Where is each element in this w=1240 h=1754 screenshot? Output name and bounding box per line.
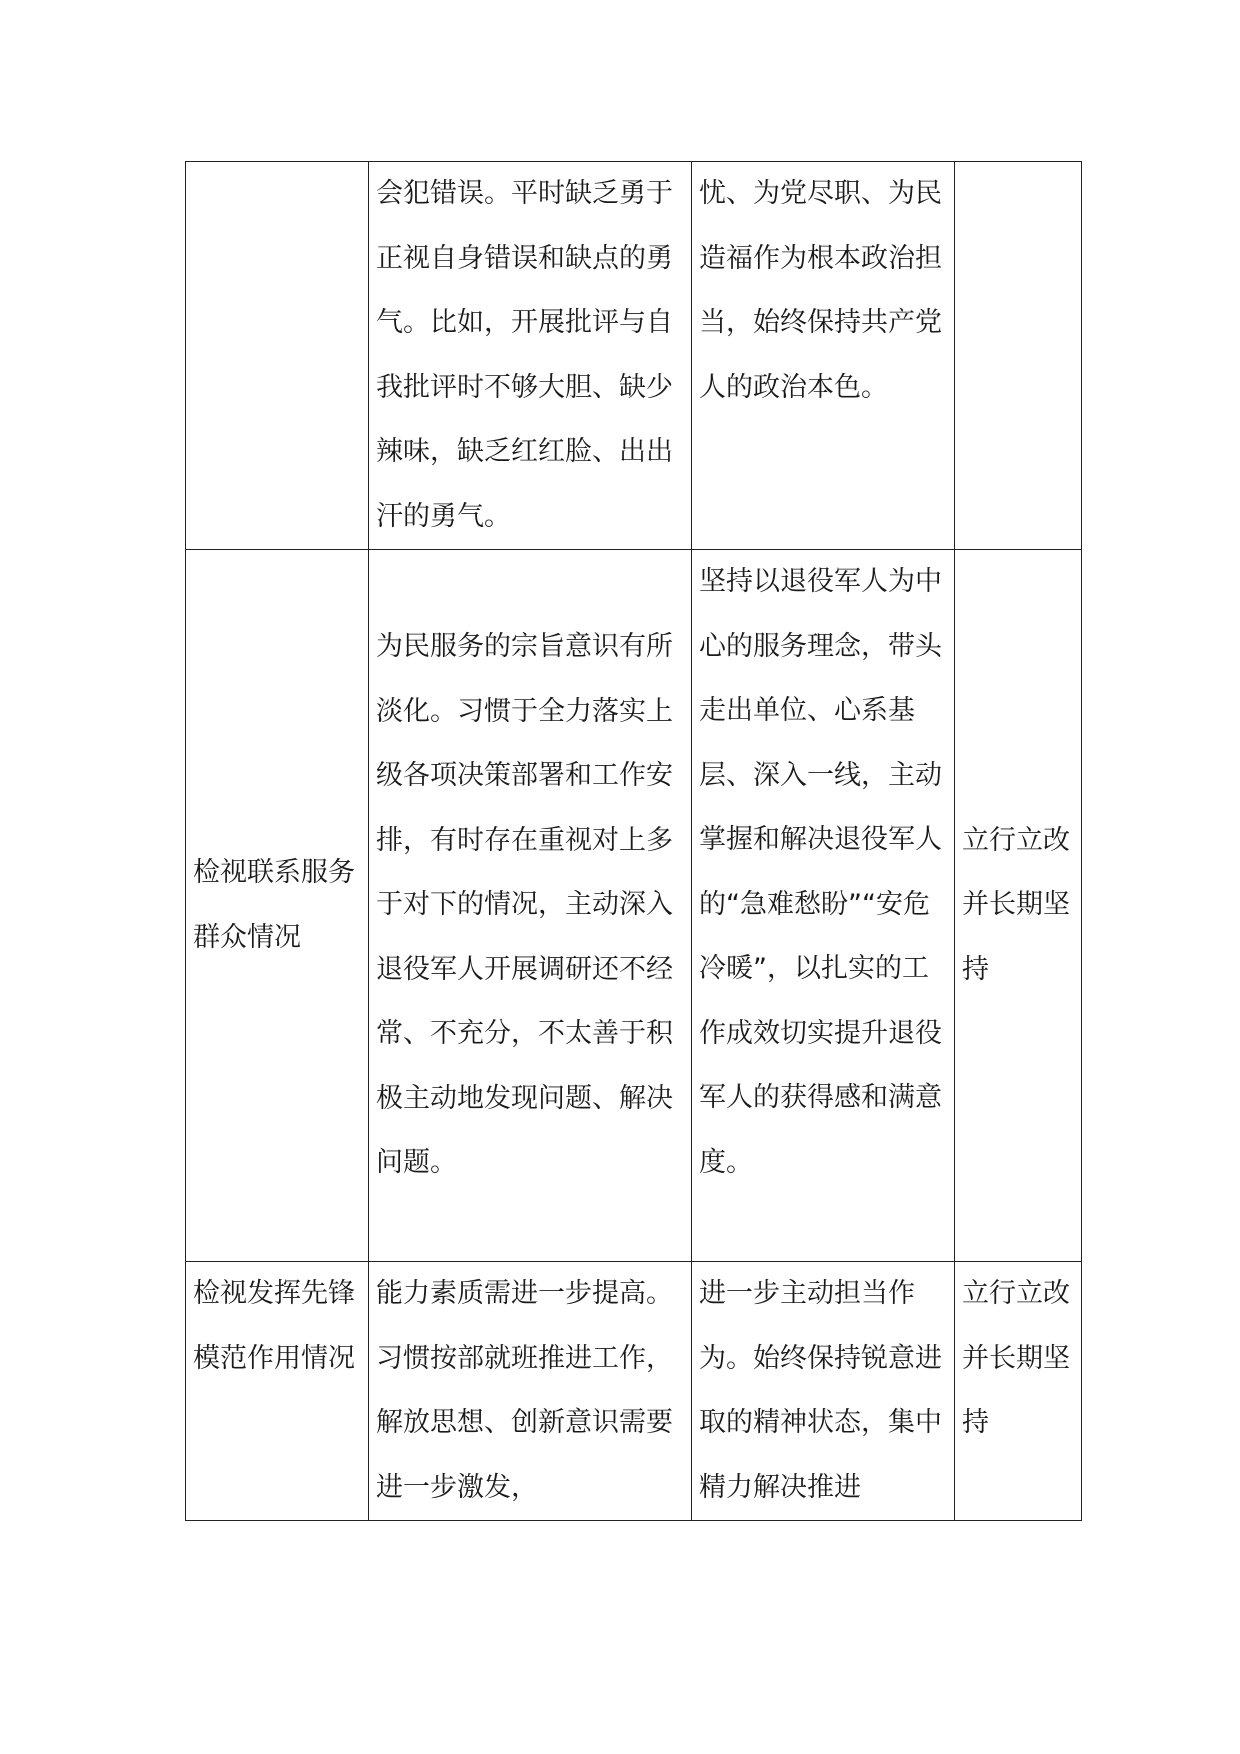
measure-cell: 忧、为党尽职、为民造福作为根本政治担当，始终保持共产党人的政治本色。 <box>692 162 955 550</box>
deadline-cell: 立行立改并长期坚持 <box>955 550 1082 1262</box>
measure-cell: 进一步主动担当作为。始终保持锐意进取的精神状态，集中精力解决推进 <box>692 1262 955 1521</box>
deadline-cell: 立行立改并长期坚持 <box>955 1262 1082 1521</box>
table-row <box>186 162 1082 550</box>
problem-cell: 能力素质需进一步提高。习惯按部就班推进工作，解放思想、创新意识需要进一步激发， <box>369 1262 692 1521</box>
measures-table <box>185 161 1082 1521</box>
problem-cell: 会犯错误。平时缺乏勇于正视自身错误和缺点的勇气。比如，开展批评与自我批评时不够大胆、缺少辣味，缺乏红红脸、出出汗的勇气。 <box>369 162 692 550</box>
item-cell: 检视发挥先锋模范作用情况 <box>186 1262 369 1521</box>
table-row <box>186 550 1082 1262</box>
deadline-cell <box>955 162 1082 550</box>
problem-cell: 为民服务的宗旨意识有所淡化。习惯于全力落实上级各项决策部署和工作安排，有时存在重视对上多于对下的情况，主动深入退役军人开展调研还不经常、不充分，不太善于积极主动地发现问题、解决问题。 <box>369 550 692 1262</box>
measure-cell: 坚持以退役军人为中心的服务理念，带头走出单位、心系基层、深入一线，主动掌握和解决退役军人的“急难愁盼”“安危冷暖”，以扎实的工作成效切实提升退役军人的获得感和满意度。 <box>692 550 955 1262</box>
table-row <box>186 1262 1082 1521</box>
item-cell: 检视联系服务群众情况 <box>186 550 369 1262</box>
item-cell <box>186 162 369 550</box>
